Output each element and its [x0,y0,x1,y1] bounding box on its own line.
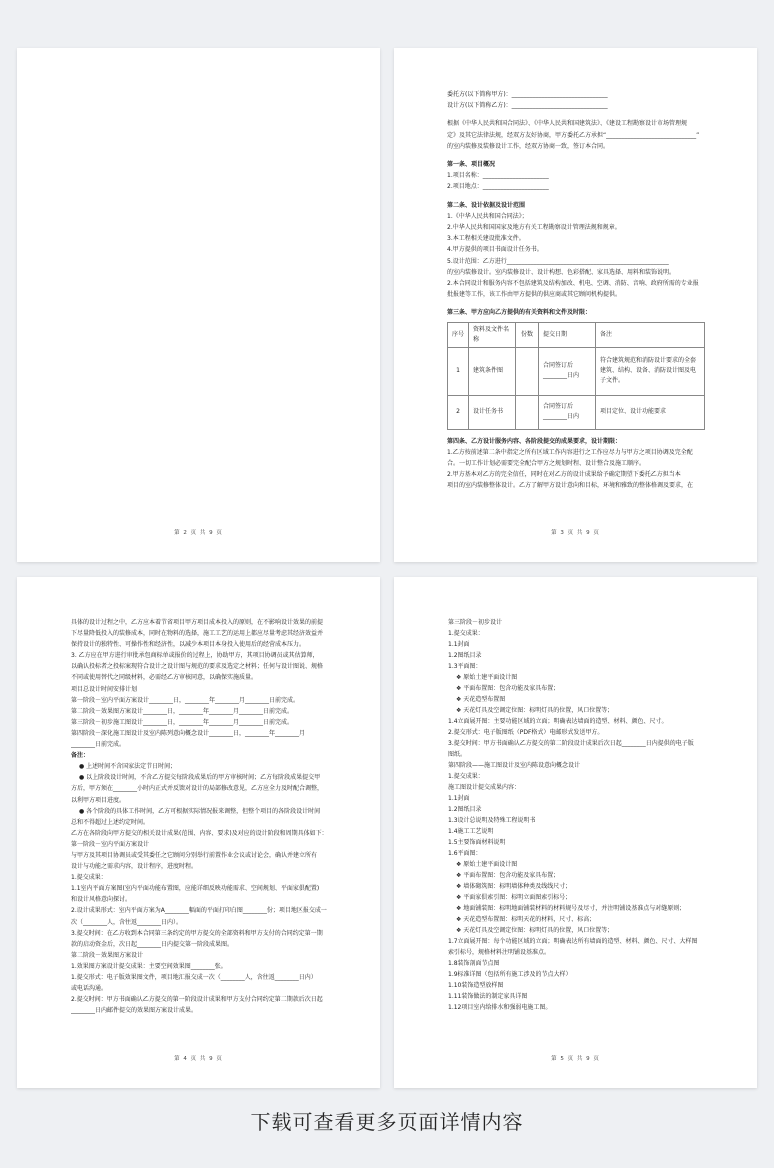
page-footer: 第 5 页 共 9 页 [551,1056,600,1062]
text-line: 项目总设计时间安排计划 [71,685,138,693]
text-line: 以确认投标者之投标案现符合设计之设计图与规范的要求及选定之材料；任何与设计图说、规格 [71,663,324,671]
table-header-row [448,322,705,347]
text-line: 1.8装饰剖面节点图 [448,960,500,967]
text-line: 2.中华人民共和国国家及地方有关工程勘察设计管理法规和规章。 [447,224,621,232]
text-line: 保持设计的独特性、可操作性和经济性，以减少本项目本身投入使用后的经营成本压力。 [71,641,306,649]
text-line: ❖ 原始土建平面设计图 [456,861,518,868]
text-line: 的室内装修设计。室内装修设计、设计构想、色彩搭配、家具选择、用料和装饰说明。 [447,268,676,276]
paragraph-gap [447,152,705,159]
text-line: 1.效果图方案设计提交成果：主要空间效果图________张。 [71,962,227,970]
text-line: 备注： [71,752,90,760]
text-line: 方后，甲方须在________小时内正式并反馈对设计的局部修改意见，乙方应全力及时配合调整， [71,785,324,793]
table-header-cell: 提交日期 [539,322,596,347]
text-line: ❖ 墙体砌筑图：标明墙体种类及线线尺寸； [456,883,572,890]
text-line: 具体的设计过程之中，乙方应本着节省项目甲方项目成本投入的原则，在不影响设计效果的前提 [71,619,324,626]
text-line: 1.2图纸目录 [448,652,482,659]
text-line: 3.提交时间：甲方书面确认乙方提交的第二阶段设计成果后次日起________日内提供的电子版 [448,740,694,747]
text-line: ● 上述时间不含国家法定节日时间； [79,763,177,771]
text-line: 总和不得超过上述约定时间。 [71,818,150,826]
text-line: 下尽量降低投入的装修成本，同时在物料的选择，施工工艺的运用上都应尽量考虑其经济效益并 [71,630,324,638]
text-line: 第三阶段－初步施工图设计________日，________年________月________日前完成。 [71,718,294,726]
text-line: 1.1室内平面方案图(室内平面功能布置图，应能详细反映功能需求、空间规划、平面家俱配置) [71,885,320,893]
materials-table [447,322,705,430]
text-line: 第一阶段－室内平面方案设计 [71,840,150,848]
text-line: 图纸。 [448,751,467,758]
text-line: 次（________人，含往返________日内）。 [71,918,183,926]
text-line: 乙方在各阶段向甲方提交的相关设计成果(范围、内容、要求)及对应的设计阶段和周期具体如下： [71,829,328,837]
table-cell: 2 [448,395,469,429]
text-line: ❖ 天花灯具及空调定位图：标明灯具的位置，风口位置等； [456,707,614,714]
text-line: 2.设计成果形式：室内平面方案为A________幅面的平面打印白图________份；项目地区报交成一 [71,907,327,915]
text-line: ❖ 平面布置图：包含功能及家具布置； [456,685,560,692]
text-line: 的室内装修及装修设计工作，经双方协商一致，签订本合同。 [447,142,610,150]
text-line: 2.提交时间：甲方书面确认乙方提交的第一阶段设计成果和甲方支付合同约定第二期款后次日起 [71,996,323,1004]
paragraph-gap [447,111,705,118]
text-line: 1.11装饰做法的制定家具详图 [448,993,528,1000]
table-header-cell: 资料及文件名称 [469,322,516,347]
document-page-5 [394,577,757,1088]
text-line: 1.5主要饰面材料说明 [448,839,506,846]
text-line: 第四条、乙方设计服务内容、各阶段提交的成果要求，设计期限： [447,437,622,445]
page-footer: 第 4 页 共 9 页 [174,1056,223,1062]
table-cell: 建筑条件图 [469,347,516,395]
document-page-3 [394,48,757,562]
text-line: 1.提交形式：电子版效果图文件，项目地汇报交成一次（________人，含往返________日内） [71,974,317,981]
text-line: 5.设计范围：乙方进行______________________________________________________ [447,257,669,265]
table-header-cell: 份数 [516,322,539,347]
text-line: 1.提交成果： [448,773,484,780]
table-cell: 项目定位、设计功能要求 [596,395,705,429]
text-line: 1.1封面 [448,641,470,648]
text-line: ● 各个阶段的具体工作时间，乙方可根据实际情况报来调整，但整个项目的各阶段设计时间 [79,807,321,815]
document-page-4 [17,577,380,1088]
text-line: 1.9标准详图（包括所有施工涉及的节点大样） [448,971,572,978]
text-line: 1.乙方按前述第二条中指定之所有区域工作内容进行之工作应尽力与甲方之项目协调及完全配 [447,448,693,456]
table-cell: 合同签订后 ________日内 [539,395,596,429]
text-line: 设计方(以下简称乙方)：________________________________ [447,102,608,110]
text-line: ❖ 平面布置图：包含功能及家具布置； [456,872,560,879]
text-line: 2.甲方基本对乙方的完全信任，同时在对乙方的设计成果给予确定期望下委托乙方担当本 [447,471,681,479]
text-line: 以利甲方项目进度。 [71,796,126,804]
text-line: 2.项目地点：______________________ [447,183,549,191]
text-line: 第三阶段－初步设计 [448,619,503,626]
text-line: 批报建等工作，该工作由甲方提供的供应商或其它顾问机构提供。 [447,291,622,299]
text-line: ❖ 原始土建平面设计图 [456,674,518,681]
text-line: 委托方(以下简称甲方)：________________________________ [447,91,608,98]
text-line: 1.12项目室内给排水和强弱电施工图。 [448,1004,552,1011]
text-line: ❖ 地面铺装图：标明地面铺装材料的材料规号及尽寸，并注明铺设基准点与对缝原则； [456,905,686,912]
text-line: 和设计风格意向探讨。 [71,896,132,904]
text-line: 定》及其它法律法规，经双方友好协商，甲方委托乙方承担“______________________________” [447,131,700,139]
table-row [448,347,705,395]
page-footer: 第 3 页 共 9 页 [551,530,600,536]
text-line: 施工图设计提交成果内容： [448,784,521,791]
text-line: ● 以上阶段设计时间，不含乙方提交每阶段成果后的甲方审核时间；乙方每阶段成果提交甲 [79,774,321,782]
text-line: ❖ 平面家俱索引图：标明立面图索引标号； [456,894,572,901]
paragraph-gap [447,300,705,307]
table-cell: 符合建筑规范和消防设计要求的全套建筑、结构、设备、消防设计图及电子文件。 [596,347,705,395]
text-line: ❖ 天花造型布置图 [456,696,506,703]
text-line: 1.4立面展开图：主要功能区域的立面；明确表达墙面的造型、材料、颜色、尺寸。 [448,718,668,725]
text-line: 1.项目名称：______________________ [447,172,549,180]
text-line: 1.4施工工艺说明 [448,828,494,835]
text-line: 1.6平面图： [448,850,482,857]
text-line: 3. 乙方应在甲方进行审批承包商标单或报价的过程上，协助甲方，其项目协调员或其估算师， [71,652,319,660]
text-line: ❖ 天花造型布置图：标明天花的材料，尺寸、标高； [456,916,596,923]
text-line: 款的启动资金后，次日起________日内提交第一阶段成果图。 [71,940,234,948]
text-line: 第二阶段－效果图方案设计________日，________年________月________日前完成。 [71,707,294,715]
text-line: ________日前完成。 [71,741,126,749]
paragraph-gap [447,193,705,200]
text-line: 4.甲方提供的项目书面设计任务书。 [447,246,543,254]
text-line: 设计与功能之需求内容，设计程序，进度时程。 [71,863,198,871]
text-line: 项目的室内装修整体设计。乙方了解甲方设计意向和目标，环境和雅致的整体格调及要求，在 [447,482,694,490]
text-line: 3.提交时间：在乙方收到本合同第三条约定的甲方提交的全部资料和甲方支付的合同约定第一期 [71,929,323,937]
table-cell: 1 [448,347,469,395]
table-cell: 合同签订后 ________日内 [539,347,596,395]
text-line: 2.本合同设计和服务内容不包括建筑及结构加改、机电、空调、消防、音响、政府所需的专业报 [447,280,699,288]
text-line: 1.提交成果： [448,630,484,637]
download-caption: 下载可查看更多页面详情内容 [250,1110,524,1134]
text-line: 索引标号，规格材料注明铺设基准点。 [448,949,551,956]
table-cell [516,395,539,429]
text-line: 1.10装饰造型放样图 [448,982,504,989]
text-line: 1.2图纸目录 [448,806,482,813]
text-line: 第四阶段－深化施工图设计及室内陈列意向概念设计________日，________年________月 [71,729,306,737]
page-content [448,617,705,1013]
text-line: 合。一切工作计划必需要完全配合甲方之规划时程、设计整合及施工顺序。 [447,460,646,468]
text-line: 不同或使用替代之同级材料，必需经乙方审核同意，以确保实施质量。 [71,674,258,682]
table-header-cell: 备注 [596,322,705,347]
page-footer: 第 2 页 共 9 页 [174,530,223,536]
table-row [448,395,705,429]
text-line: 第四阶段——施工图设计及室内陈设意向概念设计 [448,762,581,769]
text-line: 第三条、甲方应向乙方提供的有关资料和文件及时限： [447,309,592,317]
text-line: 第一阶段－室内平面方案设计________日，________年________月________日前完成。 [71,696,300,704]
text-line: 1.提交成果： [71,874,107,882]
text-line: 1.7立面展开图：每个功能区域的立面；明确表达所有墙面的造型、材料、颜色、尺寸、大样图 [448,938,698,945]
text-line: 第二条、设计依据及设计范围 [447,201,526,209]
text-line: 2.提交形式：电子版图纸（PDF格式）电邮形式发送甲方。 [448,729,604,736]
page-content [447,89,705,492]
text-line: 3.本工程相关建设批准文件。 [447,235,525,243]
text-line: 根据《中华人民共和国合同法》、《中华人民共和国建筑法》、《建设工程勘察设计市场管理规 [447,120,688,128]
table-header-cell: 序号 [448,322,469,347]
text-line: 第一条、项目概况 [447,161,496,169]
table-cell [516,347,539,395]
document-page-2 [17,48,380,562]
text-line: 1.1封面 [448,795,470,802]
text-line: 第二阶段－效果图方案设计 [71,951,144,959]
page-content [71,617,328,1016]
text-line: ________日内邮件提交的效果图方案设计成果。 [71,1007,198,1015]
table-cell: 设计任务书 [469,395,516,429]
text-line: 与甲方及其项目协调员或受其委任之它顾问分别举行前置作业会议或讨论会，确认并建立所有 [71,851,318,859]
text-line: 1.3设计总说明及特殊工程说明书 [448,817,536,824]
text-line: 或电话沟通。 [71,985,108,993]
text-line: 1.《中华人民共和国合同法》； [447,212,528,220]
text-line: 1.3平面图： [448,663,482,670]
text-line: ❖ 天花灯具及空调定位图：标明灯具的位置，风口位置等； [456,927,614,934]
